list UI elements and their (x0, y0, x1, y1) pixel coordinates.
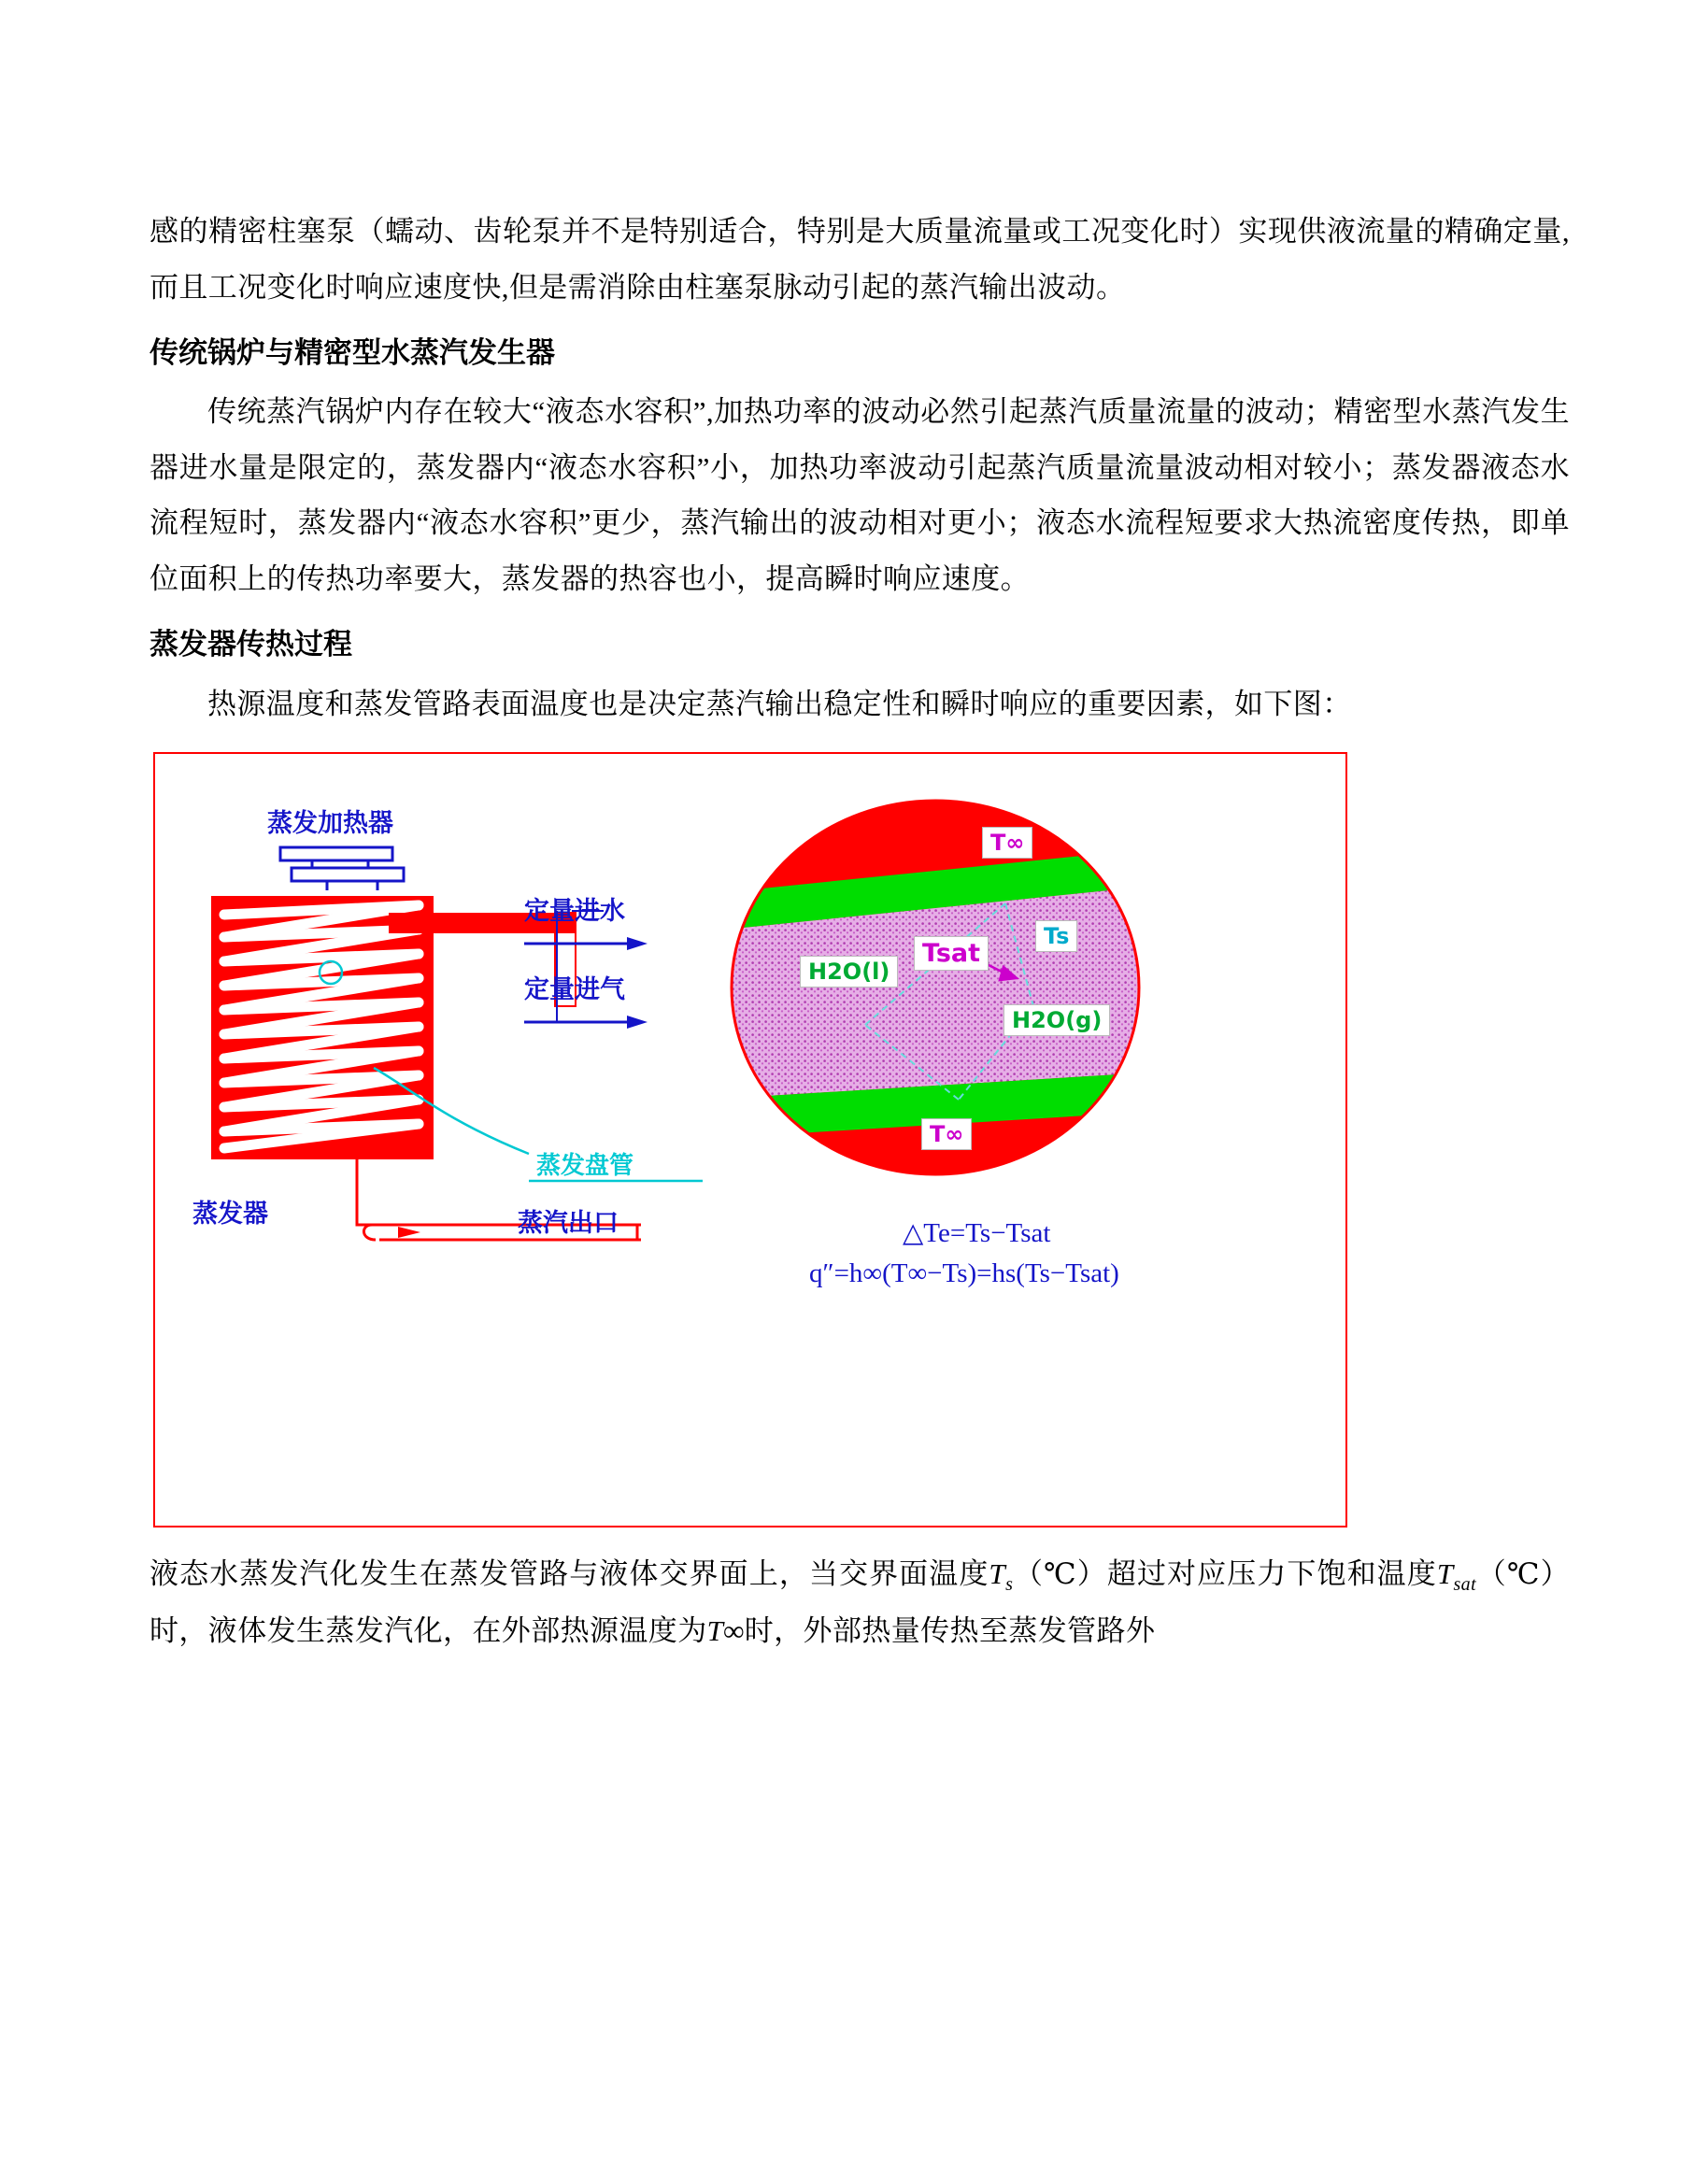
var-tsat-sub: sat (1453, 1574, 1477, 1596)
formula-superheat: △Te=Ts−Tsat (903, 1218, 1051, 1249)
inlet-branch-line (548, 911, 566, 1032)
label-evaporation-coil: 蒸发盘管 (536, 1152, 634, 1181)
section-heading-heat-transfer: 蒸发器传热过程 (149, 628, 352, 662)
water-inlet-arrow-icon (524, 933, 655, 954)
tag-h2o-liquid: H2O(l) (800, 956, 898, 988)
label-evaporation-heater: 蒸发加热器 (267, 809, 393, 839)
bottom-pre1: 液态水蒸发汽化发生在蒸发管路与液体交界面上，当交界面温度 (149, 1557, 989, 1591)
figure-wrapper (149, 752, 1570, 1527)
var-ts-sub: s (1005, 1574, 1014, 1596)
label-metered-water-inlet: 定量进水 (524, 897, 625, 927)
label-steam-outlet: 蒸汽出口 (518, 1209, 619, 1239)
tag-t-infinity-top: T∞ (982, 827, 1032, 859)
tag-t-surface: Ts (1035, 920, 1077, 952)
label-evaporator: 蒸发器 (192, 1200, 268, 1229)
paragraph-interface-explanation (149, 1546, 1570, 1658)
gas-inlet-arrow-icon (524, 1012, 655, 1032)
section-heading-boiler: 传统锅炉与精密型水蒸汽发生器 (149, 336, 555, 371)
tag-t-saturation: Tsat (914, 936, 989, 971)
tag-h2o-gas: H2O(g) (1003, 1004, 1110, 1036)
tag-t-infinity-bottom: T∞ (921, 1118, 972, 1150)
formula-heat-flux: q″=h∞(T∞−Ts)=hs(Ts−Tsat) (809, 1258, 1119, 1289)
paragraph-boiler-comparison: 传统蒸汽锅炉内存在较大“液态水容积”,加热功率的波动必然引起蒸汽质量流量的波动；精密型水蒸汽发生器进水量是限定的，蒸发器内“液态水容积”小，加热功率波动引起蒸汽质量流量波动相对较小；蒸发器液态水流程短时，蒸发器内“液态水容积”更少，蒸汽输出的波动相对更小；液态水流程短要求大热流密度传热，即单位面积上的传热功率要大，蒸发器的热容也小，提高瞬时响应速度。 (149, 395, 1570, 595)
paragraph-figure-intro: 热源温度和蒸发管路表面温度也是决定蒸汽输出稳定性和瞬时响应的重要因素，如下图： (207, 687, 1352, 720)
heater-plates-icon (275, 844, 424, 900)
bottom-mid2: （℃）时，液体发生蒸发汽化，在外部热源温度为 (149, 1557, 1570, 1647)
bottom-mid1: （℃）超过对应压力下饱和温度 (1013, 1557, 1437, 1591)
bottom-post: 时，外部热量传热至蒸发管路外 (744, 1613, 1156, 1647)
var-tinf: T∞ (706, 1613, 745, 1647)
var-tsat: T (1436, 1557, 1454, 1591)
paragraph-continuation: 感的精密柱塞泵（蠕动、齿轮泵并不是特别适合，特别是大质量流量或工况变化时）实现供液流量的精确定量,而且工况变化时响应速度快,但是需消除由柱塞泵脉动引起的蒸汽输出波动。 (149, 215, 1570, 304)
document-content (149, 204, 1570, 1658)
label-metered-gas-inlet: 定量进气 (524, 975, 625, 1005)
var-ts: T (989, 1557, 1006, 1591)
figure-evaporator-diagram (153, 752, 1347, 1527)
